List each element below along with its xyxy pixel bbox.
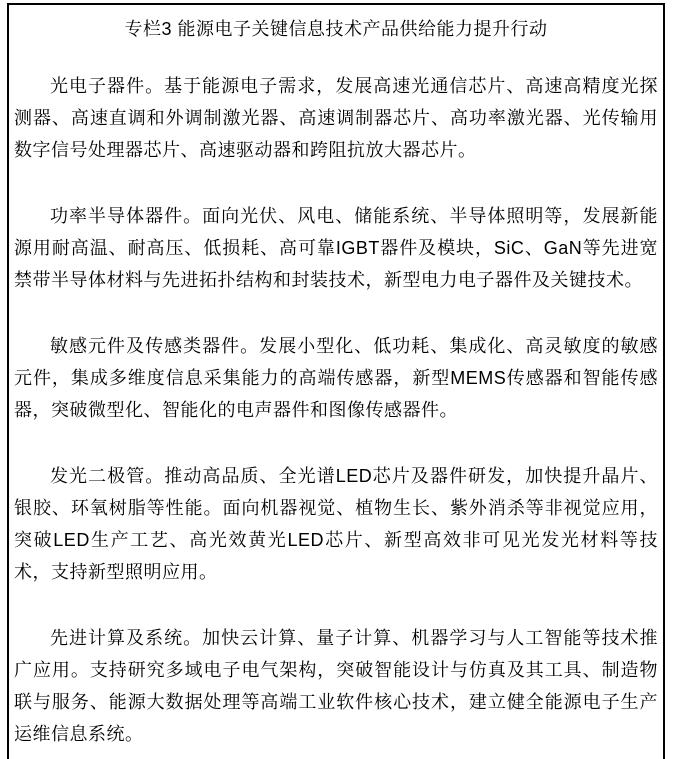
paragraph-light-emitting-diodes: 发光二极管。推动高品质、全光谱LED芯片及器件研发，加快提升晶片、银胶、环氧树脂等性能。面向机器视觉、植物生长、紫外消杀等非视觉应用，突破LED生产工艺、高光效黄光LED芯片、新型高效非可见光发光材料等技术，支持新型照明应用。 — [14, 466, 658, 582]
column-3-box — [7, 3, 665, 759]
paragraph-optoelectronic-devices: 光电子器件。基于能源电子需求，发展高速光通信芯片、高速高精度光探测器、高速直调和外调制激光器、高速调制器芯片、高功率激光器、光传输用数字信号处理器芯片、高速驱动器和跨阻抗放大器芯片。 — [14, 76, 658, 160]
paragraph-advanced-computing-and-systems: 先进计算及系统。加快云计算、量子计算、机器学习与人工智能等技术推广应用。支持研究多域电子电气架构，突破智能设计与仿真及其工具、制造物联与服务、能源大数据处理等高端工业软件核心技术，建立健全能源电子生产运维信息系统。 — [14, 628, 658, 744]
column-box-title: 专栏3 能源电子关键信息技术产品供给能力提升行动 — [124, 19, 548, 39]
paragraph-power-semiconductor-devices: 功率半导体器件。面向光伏、风电、储能系统、半导体照明等，发展新能源用耐高温、耐高压、低损耗、高可靠IGBT器件及模块，SiC、GaN等先进宽禁带半导体材料与先进拓扑结构和封装技术，新型电力电子器件及关键技术。 — [14, 206, 658, 290]
paragraph-sensitive-components-and-sensors: 敏感元件及传感类器件。发展小型化、低功耗、集成化、高灵敏度的敏感元件，集成多维度信息采集能力的高端传感器，新型MEMS传感器和智能传感器，突破微型化、智能化的电声器件和图像传感器件。 — [14, 336, 658, 420]
